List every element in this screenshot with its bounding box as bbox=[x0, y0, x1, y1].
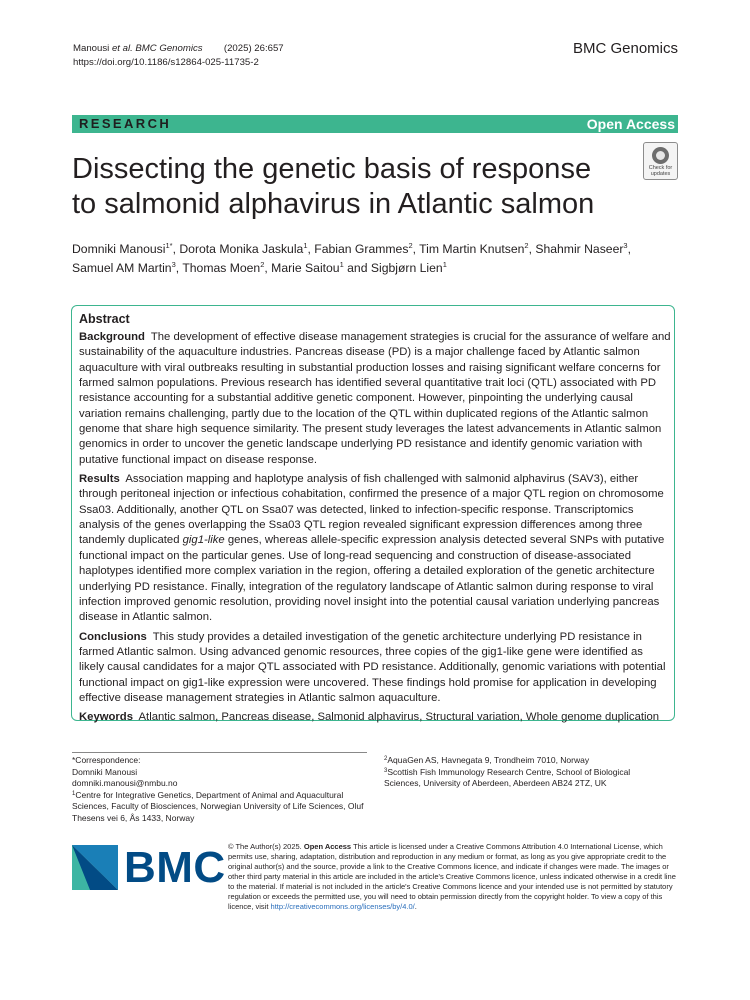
abstract-results: Results Association mapping and haplotype analysis of fish challenged with salmonid alphavirus (SAV3), either through peritoneal injection or infectious cohabitation, confirmed the presence of a major QTL region on chromosome Ssa03. Additionally, another QTL on Ssa07 was detected, linked to infection-specific response. Transcriptomics analysis of the genes overlapping the Ssa03 QTL region revealed significant expression differences among three tandemly duplicated gig1-like genes, whereas allele-specific expression analysis detected several SNPs with putative functional impact on the particular genes. Use of long-read sequencing and construction of disease-associated haplotypes identified more complex variation in the region, offering a detailed exploration of the genetic architecture underlying PD resistance. Finally, integration of the regulatory landscape of Atlantic salmon during response to viral infection improved genomic resolution, providing novel insight into the potential causal variation underlying pancreas disease in Atlantic salmon. bbox=[79, 473, 665, 624]
author-list: Domniki Manousi$^{1*}$, Dorota Monika Jaskula$^1$, Fabian Grammes$^2$, Tim Martin Knutsen$^2$, Shahmir Naseer$^3$, Samuel AM Martin$^3$, Thomas Moen$^2$, Marie Saitou$^1$ and Sigbjørn Lien$^1$ bbox=[72, 241, 631, 275]
check-for-updates-icon bbox=[652, 147, 669, 164]
author[interactable]: Tim Martin Knutsen$^2$ bbox=[419, 241, 529, 256]
citation-journal: et al. BMC Genomics bbox=[111, 43, 203, 54]
citation-year-volume: (2025) 26:657 bbox=[223, 43, 284, 54]
bmc-logo-icon bbox=[72, 845, 118, 890]
abstract-conclusions: Conclusions This study provides a detailed investigation of the genetic architecture underlying PD resistance in farmed Atlantic salmon. Using advanced genomic resources, three copies of the gig1-like gene were identified as likely causal candidates for a major QTL associated with PD resistance. Additionally, genomic variations with potential functional impact on gig1-like expression were uncovered. These findings hold promise for application in developing effective disease management strategies in Atlantic salmon aquaculture. bbox=[79, 630, 666, 704]
bmc-logo[interactable] bbox=[72, 843, 226, 892]
citation-header bbox=[73, 42, 284, 70]
correspondence-name: Domniki Manousi bbox=[72, 766, 138, 777]
author[interactable]: Domniki Manousi$^{1*}$ bbox=[72, 241, 173, 256]
doi-link[interactable]: https://doi.org/10.1186/s12864-025-11735-2 bbox=[73, 57, 259, 68]
licence-link[interactable]: http://creativecommons.org/licenses/by/4.0/ bbox=[270, 902, 415, 911]
title-line-1: Dissecting the genetic basis of response bbox=[72, 153, 592, 185]
author[interactable]: Dorota Monika Jaskula$^1$ bbox=[179, 241, 308, 256]
bmc-logo-text: BMC bbox=[124, 843, 226, 892]
check-for-updates-badge[interactable] bbox=[643, 142, 678, 180]
affiliation-3: $^3$Scottish Fish Immunology Research Centre, School of Biological Sciences, University of Aberdeen, Aberdeen AB24 2TZ, UK bbox=[384, 766, 631, 788]
author[interactable]: Marie Saitou$^1$ bbox=[271, 260, 344, 275]
journal-name: BMC Genomics bbox=[572, 40, 678, 57]
section-heading: Results bbox=[79, 473, 120, 486]
affiliation-2: $^2$AquaGen AS, Havnegata 9, Trondheim 7010, Norway bbox=[384, 755, 590, 765]
article-type-label: RESEARCH bbox=[79, 116, 172, 131]
abstract-keywords: Keywords Atlantic salmon, Pancreas disease, Salmonid alphavirus, Structural variation, Whole genome duplication bbox=[79, 711, 660, 724]
author[interactable]: Shahmir Naseer$^3$ bbox=[535, 241, 628, 256]
open-access-label: Open Access bbox=[586, 116, 675, 132]
author[interactable]: Fabian Grammes$^2$ bbox=[314, 241, 413, 256]
correspondence-email[interactable]: domniki.manousi@nmbu.no bbox=[72, 778, 178, 788]
author[interactable]: Thomas Moen$^2$ bbox=[182, 260, 265, 275]
section-heading: Keywords bbox=[79, 711, 133, 724]
title-line-2: to salmonid alphavirus in Atlantic salmon bbox=[72, 188, 595, 220]
footnotes-left: *Correspondence: Domniki Manousi domniki.manousi@nmbu.no $^1$Centre for Integrative Genetics, Department of Animal and Aquacultural Sciences, Faculty of Biosciences, Norwegian University of Life Sciences, Oluf Thesens vei 6, Ås 1433, Norway bbox=[72, 755, 372, 824]
footnote-divider bbox=[72, 752, 367, 753]
abstract-background: Background The development of effective disease management strategies is crucial for the assurance of welfare and sustainability of the aquaculture industries. Pancreas disease (PD) is a major challenge faced by Atlantic salmon aquaculture with viral outbreaks resulting in substantial production losses and raising significant welfare concerns for farmed salmon populations. Previous research has identified several quantitative trait loci (QTL) associated with PD resistance accounting for a substantial additive genetic component. However, pinpointing the underlying causal variation remains challenging, partly due to the location of the QTL within duplicated regions of the Atlantic salmon genome that share high sequence similarity. The present study leverages the latest advancements in Atlantic salmon genomics in order to uncover the genetic landscape underlying PD resistance and identify genomic variation with putative functional impact on disease response. bbox=[79, 331, 671, 466]
citation-author: Manousi bbox=[73, 43, 110, 54]
footnotes-right bbox=[384, 755, 654, 790]
abstract-body bbox=[79, 330, 671, 730]
section-heading: Conclusions bbox=[79, 630, 147, 643]
licence-text: © The Author(s) 2025. Open Access This article is licensed under a Creative Commons Attribution 4.0 International License, which permits use, sharing, adaptation, distribution and reproduction in any medium or format, as long as you give appropriate credit to the original author(s) and the source, provide a link to the Creative Commons licence, and indicate if changes were made. The images or other third party material in this article are included in the article's Creative Commons licence, unless indicated otherwise in a credit line to the material. If material is not included in the article's Creative Commons licence and your intended use is not permitted by statutory regulation or exceeds the permitted use, you will need to obtain permission directly from the copyright holder. To view a copy of this licence, visit http://creativecommons.org/licenses/by/4.0/. bbox=[228, 842, 676, 911]
affiliation-1: $^1$Centre for Integrative Genetics, Department of Animal and Aquacultural Sciences, Faculty of Biosciences, Norwegian University of Life Sciences, Oluf Thesens vei 6, Ås 1433, Norway bbox=[72, 789, 364, 823]
section-heading: Background bbox=[79, 331, 145, 343]
article-type-band bbox=[72, 115, 678, 133]
author[interactable]: Samuel AM Martin$^3$ bbox=[72, 260, 176, 275]
abstract-title: Abstract bbox=[79, 312, 130, 326]
author[interactable]: Sigbjørn Lien$^1$ bbox=[370, 260, 447, 275]
check-for-updates-label: Check for updates bbox=[648, 165, 673, 177]
article-title bbox=[72, 152, 612, 222]
